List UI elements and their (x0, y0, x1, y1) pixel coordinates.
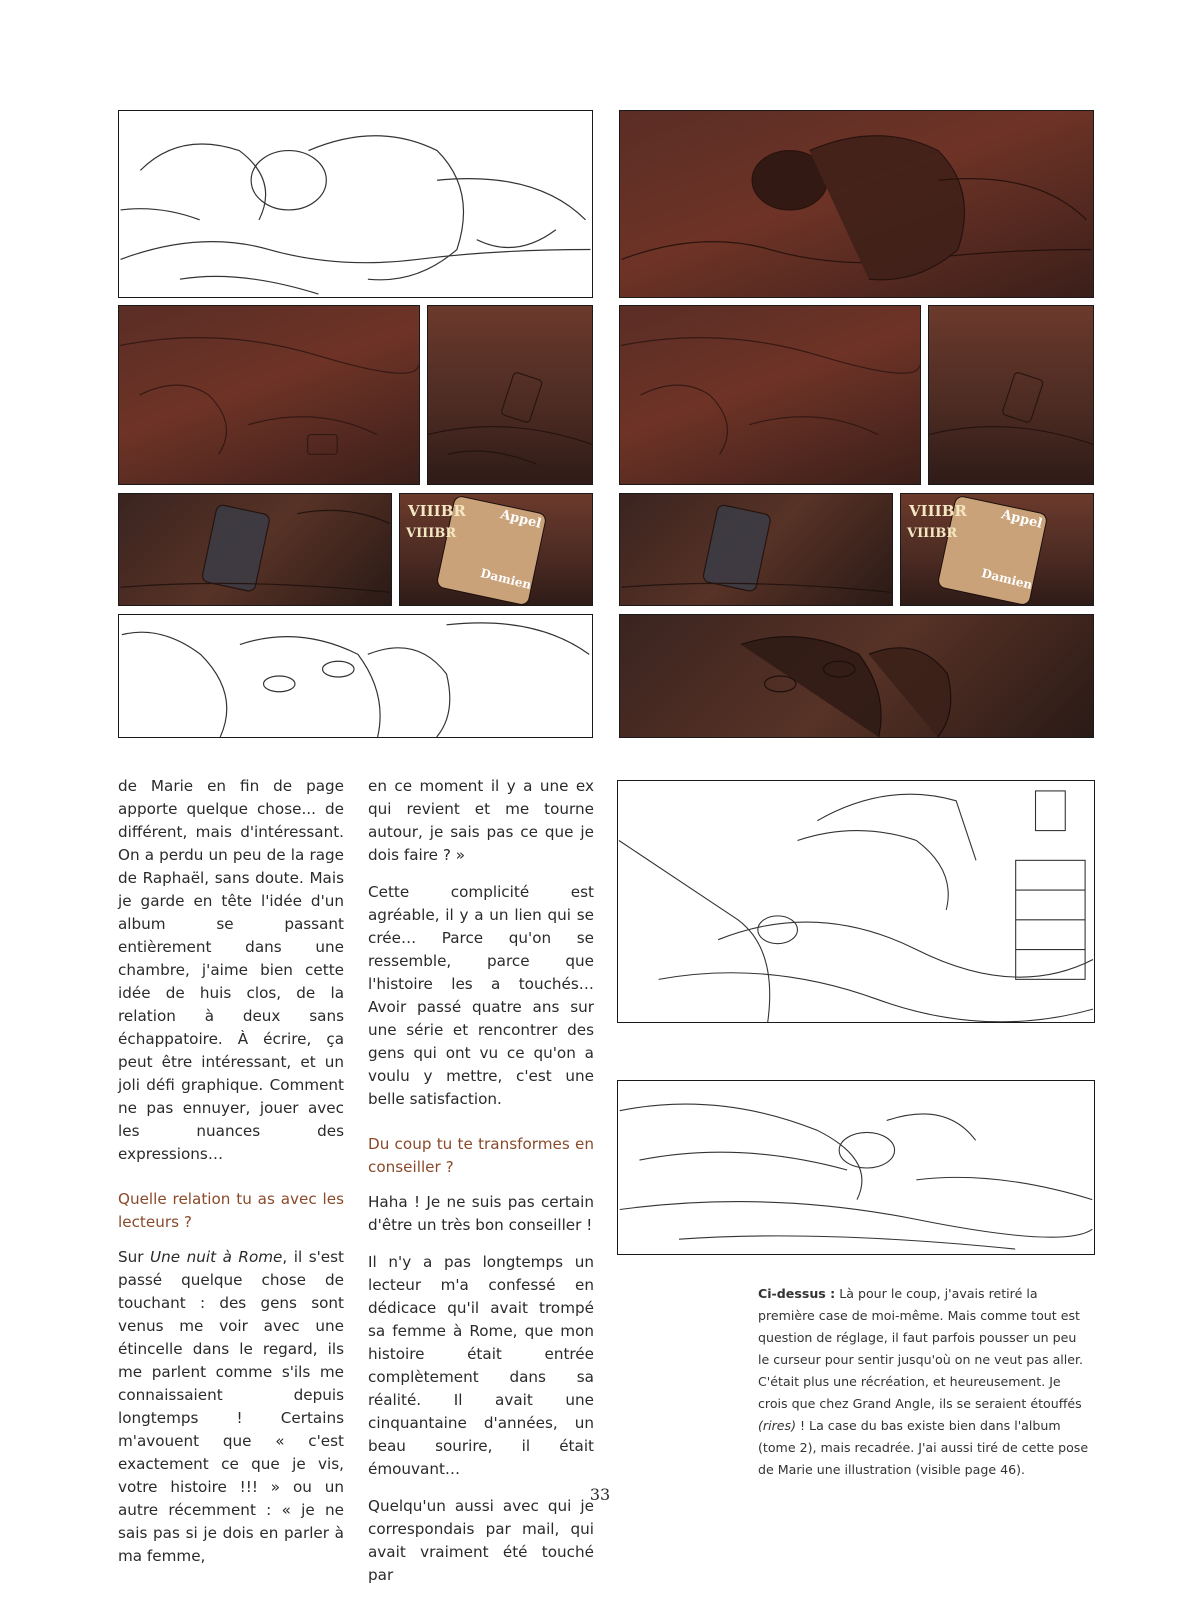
color-phone-closeup-illustration (620, 494, 892, 605)
bedroom-sketch-illustration (618, 781, 1094, 1022)
vibration-sound-effect: VIIIBR (907, 526, 958, 541)
comic-panel-phone-closeup (118, 493, 392, 606)
phone-caller-name: Damien (479, 565, 533, 593)
vibration-sound-effect: VIIIBR (406, 526, 457, 541)
article-middle-column (368, 775, 594, 1601)
phone-closeup-illustration (119, 494, 391, 605)
comic-panel-color-phone-bag (928, 305, 1094, 485)
comic-panel-hand-sheet (118, 305, 420, 485)
comic-panel-color-phone-call (900, 493, 1094, 606)
comic-panel-color-phone-closeup (619, 493, 893, 606)
caption-label: Ci-dessus : (758, 1286, 836, 1301)
comic-panel-color-hand-sheet (619, 305, 921, 485)
sketch-couple-illustration (119, 111, 592, 297)
image-caption: Ci-dessus : Là pour le coup, j'avais retiré la première case de moi-même. Mais comme tout est question de réglage, il faut parfois pousser un peu le curseur pour sentir jusqu'où on ne veut pas aller. C'était plus une récréation, et heureusement. Je crois que chez Grand Angle, ils se seraient étouffés (rires) ! La case du bas existe bien dans l'album (tome 2), mais recadrée. J'ai aussi tiré de cette pose de Marie une illustration (visible page 46). (758, 1286, 1089, 1477)
comic-panel-color-face (619, 614, 1094, 738)
phone-call-label: Appel (498, 507, 543, 532)
paragraph: de Marie en fin de page apporte quelque chose... de différent, mais d'intéressant. On a perdu un peu de la rage de Raphaël, sans doute. Mais je garde en tête l'idée d'un album se passant entièrement dans une chambre, j'aime bien cette idée de huis clos, de la relation à deux sans échappatoire. À écrire, ça peut être intéressant, et un joli défi graphique. Comment ne pas ennuyer, jouer avec les nuances des expressions… (118, 777, 344, 1163)
color-hand-on-sheet-illustration (620, 306, 920, 484)
vibration-sound-effect: VIIIBR (909, 502, 967, 520)
phone-on-bag-illustration (428, 306, 592, 484)
paragraph: Cette complicité est agréable, il y a un lien qui se crée… Parce qu'on se ressemble, parce que l'histoire les a touchés… Avoir passé quatre ans sur une série et rencontrer des gens qui ont vu ce qu'on a voulu y mettre, c'est une belle satisfaction. (368, 883, 594, 1108)
hand-on-sheet-illustration (119, 306, 419, 484)
color-couple-illustration (620, 111, 1093, 297)
comic-panel-sketch-face (118, 614, 593, 738)
paragraph: Il n'y a pas longtemps un lecteur m'a confessé en dédicace qu'il avait trompé sa femme à Rome, que mon histoire était entrée complètement dans sa réalité. Il avait une cinquantaine d'années, un beau sourire, il était émouvant… (368, 1253, 594, 1478)
comic-panel-sketch-couple (118, 110, 593, 298)
paragraph: Sur Une nuit à Rome, il s'est passé quelque chose de touchant : des gens sont venus me voir avec une étincelle dans le regard, ils me parlent comme s'ils me connaissaient depuis longtemps ! Certains m'avouent que « c'est exactement ce que je vis, votre histoire !!! » ou un autre récemment : « je ne sais pas si je dois en parler à ma femme, (118, 1248, 344, 1565)
phone-call-label: Appel (999, 507, 1044, 532)
comic-panel-phone-bag (427, 305, 593, 485)
interview-question: Du coup tu te transformes en conseiller ? (368, 1135, 594, 1176)
paragraph: Haha ! Je ne suis pas certain d'être un très bon conseiller ! (368, 1193, 594, 1234)
article-left-column (118, 775, 344, 1582)
color-face-closeup (620, 615, 1093, 737)
interview-question: Quelle relation tu as avec les lecteurs ? (118, 1190, 344, 1231)
book-title: Une nuit à Rome (150, 1248, 283, 1266)
paragraph: Quelqu'un aussi avec qui je correspondais par mail, qui avait vraiment été touché par (368, 1497, 594, 1584)
sketch-panel-bedroom (617, 780, 1095, 1023)
comic-panel-phone-call (399, 493, 593, 606)
vibration-sound-effect: VIIIBR (408, 502, 466, 520)
page-number: 33 (589, 1485, 611, 1504)
sketch-panel-lying-figure (617, 1080, 1095, 1255)
lying-figure-sketch-illustration (618, 1081, 1094, 1254)
phone-caller-name: Damien (980, 565, 1034, 593)
sketch-face-closeup (119, 615, 592, 737)
paragraph: en ce moment il y a une ex qui revient et me tourne autour, je sais pas ce que je dois faire ? » (368, 777, 594, 864)
comic-panel-color-couple (619, 110, 1094, 298)
color-phone-on-bag-illustration (929, 306, 1093, 484)
